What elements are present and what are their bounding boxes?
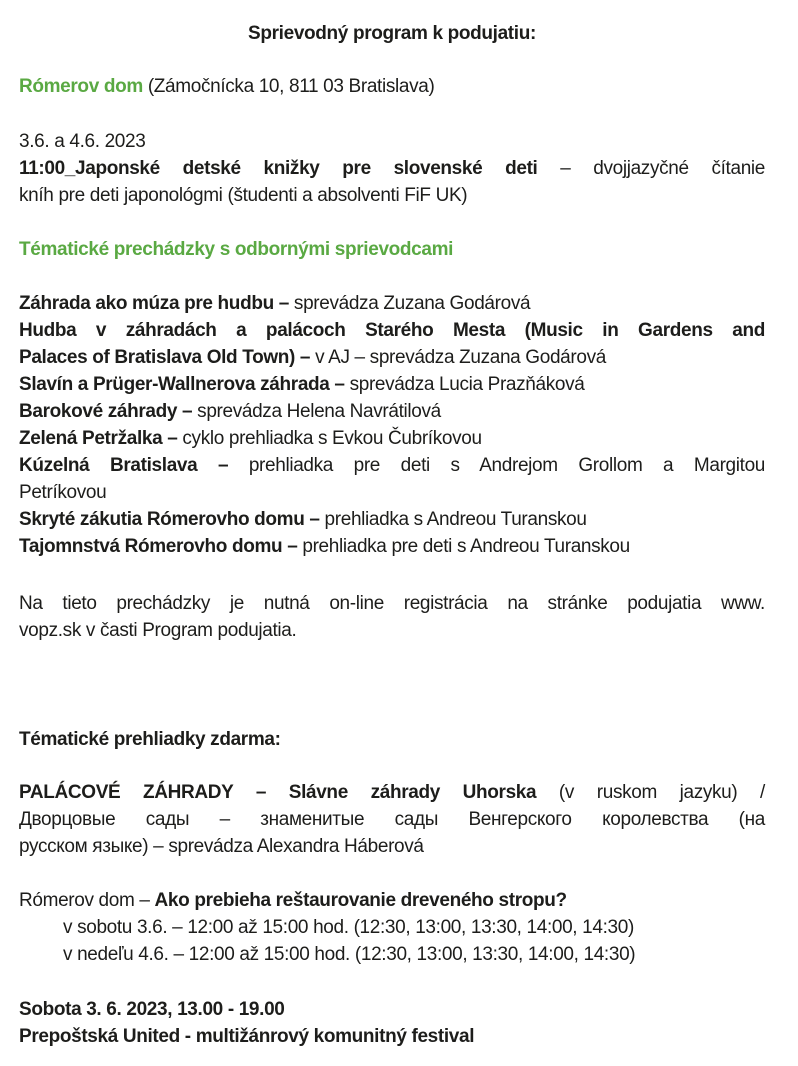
venue-name: Rómerov dom — [19, 76, 143, 97]
walk-item-cont: Palaces of Bratislava Old Town) – v AJ – sprevádza Zuzana Godárová — [19, 347, 606, 368]
reading-line-1: 11:00_Japonské detské knižky pre slovenské deti – dvojjazyčné čítanie — [19, 158, 765, 179]
festival-name: Prepoštská United - multižánrový komunitný festival — [19, 1026, 475, 1047]
registration-note: Na tieto prechádzky je nutná on-line registrácia na stránke podujatia www. — [19, 593, 765, 614]
walk-item: Skryté zákutia Rómerovho domu – prehliadka s Andreou Turanskou — [19, 509, 587, 530]
registration-note-cont: vopz.sk v časti Program podujatia. — [19, 620, 297, 641]
page-title: Sprievodný program k podujatiu: — [248, 23, 536, 44]
walk-item: Slavín a Prüger-Wallnerova záhrada – sprevádza Lucia Prazňáková — [19, 374, 585, 395]
palace-tour: PALÁCOVÉ ZÁHRADY – Slávne záhrady Uhorska (v ruskom jazyku) / — [19, 782, 765, 803]
walk-item: Záhrada ako múza pre hudbu – sprevádza Zuzana Godárová — [19, 293, 531, 314]
palace-tour-cont: русском языке) – sprevádza Alexandra Háberová — [19, 836, 424, 857]
restoration-time: v sobotu 3.6. – 12:00 až 15:00 hod. (12:30, 13:00, 13:30, 14:00, 14:30) — [63, 917, 634, 938]
reading-date: 3.6. a 4.6. 2023 — [19, 131, 146, 152]
walk-item: Barokové záhrady – sprevádza Helena Navrátilová — [19, 401, 441, 422]
reading-line-2: kníh pre deti japonológmi (študenti a absolventi FiF UK) — [19, 185, 468, 206]
walk-item-cont: Petríkovou — [19, 482, 107, 503]
free-tours-heading: Tématické prehliadky zdarma: — [19, 729, 281, 750]
walk-item: Zelená Petržalka – cyklo prehliadka s Evkou Čubríkovou — [19, 428, 482, 449]
walk-item: Kúzelná Bratislava – prehliadka pre deti s Andrejom Grollom a Margitou — [19, 455, 766, 476]
venue-address: (Zámočnícka 10, 811 03 Bratislava) — [147, 76, 435, 97]
walk-item: Hudba v záhradách a palácoch Starého Mesta (Music in Gardens and — [19, 320, 765, 341]
walks-heading: Tématické prechádzky s odbornými sprievodcami — [19, 239, 454, 260]
restoration-tour: Rómerov dom – Ako prebieha reštaurovanie dreveného stropu? — [19, 890, 567, 911]
venue-line — [19, 73, 765, 100]
festival-date: Sobota 3. 6. 2023, 13.00 - 19.00 — [19, 999, 285, 1020]
restoration-time: v nedeľu 4.6. – 12:00 až 15:00 hod. (12:30, 13:00, 13:30, 14:00, 14:30) — [63, 944, 636, 965]
walk-item: Tajomnstvá Rómerovho domu – prehliadka pre deti s Andreou Turanskou — [19, 536, 630, 557]
reading-title: 11:00_Japonské detské knižky pre slovenské deti — [19, 158, 538, 179]
palace-tour-cont: Дворцовые сады – знаменитые сады Венгерского королевства (на — [19, 809, 765, 830]
